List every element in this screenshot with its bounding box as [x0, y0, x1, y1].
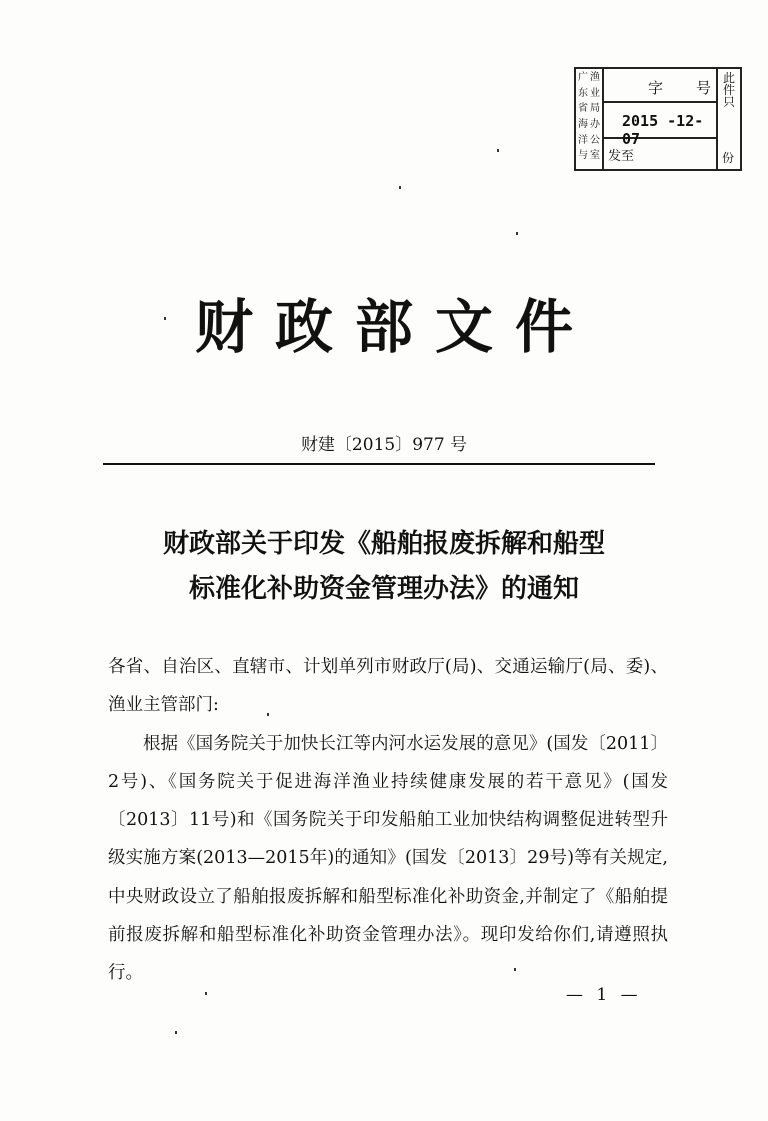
stamp-copies-unit: 份: [722, 151, 735, 165]
stamp-org-char: 局: [590, 103, 600, 115]
stamp-send-row: [604, 139, 716, 169]
stamp-org-char: 渔: [590, 72, 600, 83]
page-number: — 1 —: [566, 985, 642, 1005]
scan-speck: [516, 232, 518, 235]
stamp-org-char: 省: [578, 103, 588, 115]
document-body: [108, 648, 668, 993]
stamp-copies-label: 此件只: [722, 71, 735, 109]
scan-speck: [399, 186, 401, 189]
stamp-org-char: 东: [578, 87, 588, 99]
stamp-org-column: [576, 69, 604, 169]
stamp-date: 2015 -12- 07: [622, 112, 704, 148]
scan-speck: [205, 992, 207, 995]
scan-speck: [164, 317, 166, 320]
stamp-send-label: 发至: [608, 149, 635, 164]
stamp-main-column: [604, 69, 716, 169]
stamp-org-char: 业: [590, 87, 600, 99]
document-number: 财建〔2015〕977 号: [300, 435, 468, 455]
stamp-org-char: 海: [578, 118, 588, 130]
stamp-date-row: [604, 103, 716, 148]
scan-speck: [514, 968, 516, 971]
notice-title-line: 标准化补助资金管理办法》的通知: [188, 574, 579, 604]
stamp-hao-label: 号: [696, 79, 712, 97]
stamp-number-row: [604, 69, 716, 103]
stamp-copies-column: [716, 69, 740, 169]
notice-title-line: 财政部关于印发《船舶报废拆解和船型: [162, 529, 605, 559]
scan-speck: [497, 149, 499, 152]
stamp-org-char: 公: [590, 134, 600, 146]
stamp-org-char: 广: [578, 72, 588, 83]
scan-speck: [267, 713, 269, 716]
header-divider: [103, 463, 655, 465]
body-paragraph: 根据《国务院关于加快长江等内河水运发展的意见》(国发〔2011〕2号)、《国务院关于促进海洋渔业持续健康发展的若干意见》(国发〔2013〕11号)和《国务院关于印发船舶工业加快结构调整促进转型升级实施方案(2013—2015年)的通知》(国发〔2013〕29号)等有关规定,中央财政设立了船舶报废拆解和船型标准化补助资金,并制定了《船舶提前报废拆解和船型标准化补助资金管理办法》。现印发给你们,请遵照执行。: [108, 733, 668, 984]
stamp-org-char: 与: [578, 150, 588, 162]
stamp-org-char: 办: [590, 118, 600, 130]
scan-speck: [175, 1031, 177, 1034]
notice-title: [0, 522, 768, 612]
stamp-org-char: 室: [590, 150, 600, 162]
stamp-org-char: 洋: [578, 134, 588, 146]
stamp-zi-label: 字: [648, 79, 664, 97]
receipt-stamp: [574, 67, 742, 171]
addressee-paragraph: 各省、自治区、直辖市、计划单列市财政厅(局)、交通运输厅(局、委)、渔业主管部门:: [108, 657, 668, 716]
document-header-title: 财政部文件: [194, 293, 595, 361]
